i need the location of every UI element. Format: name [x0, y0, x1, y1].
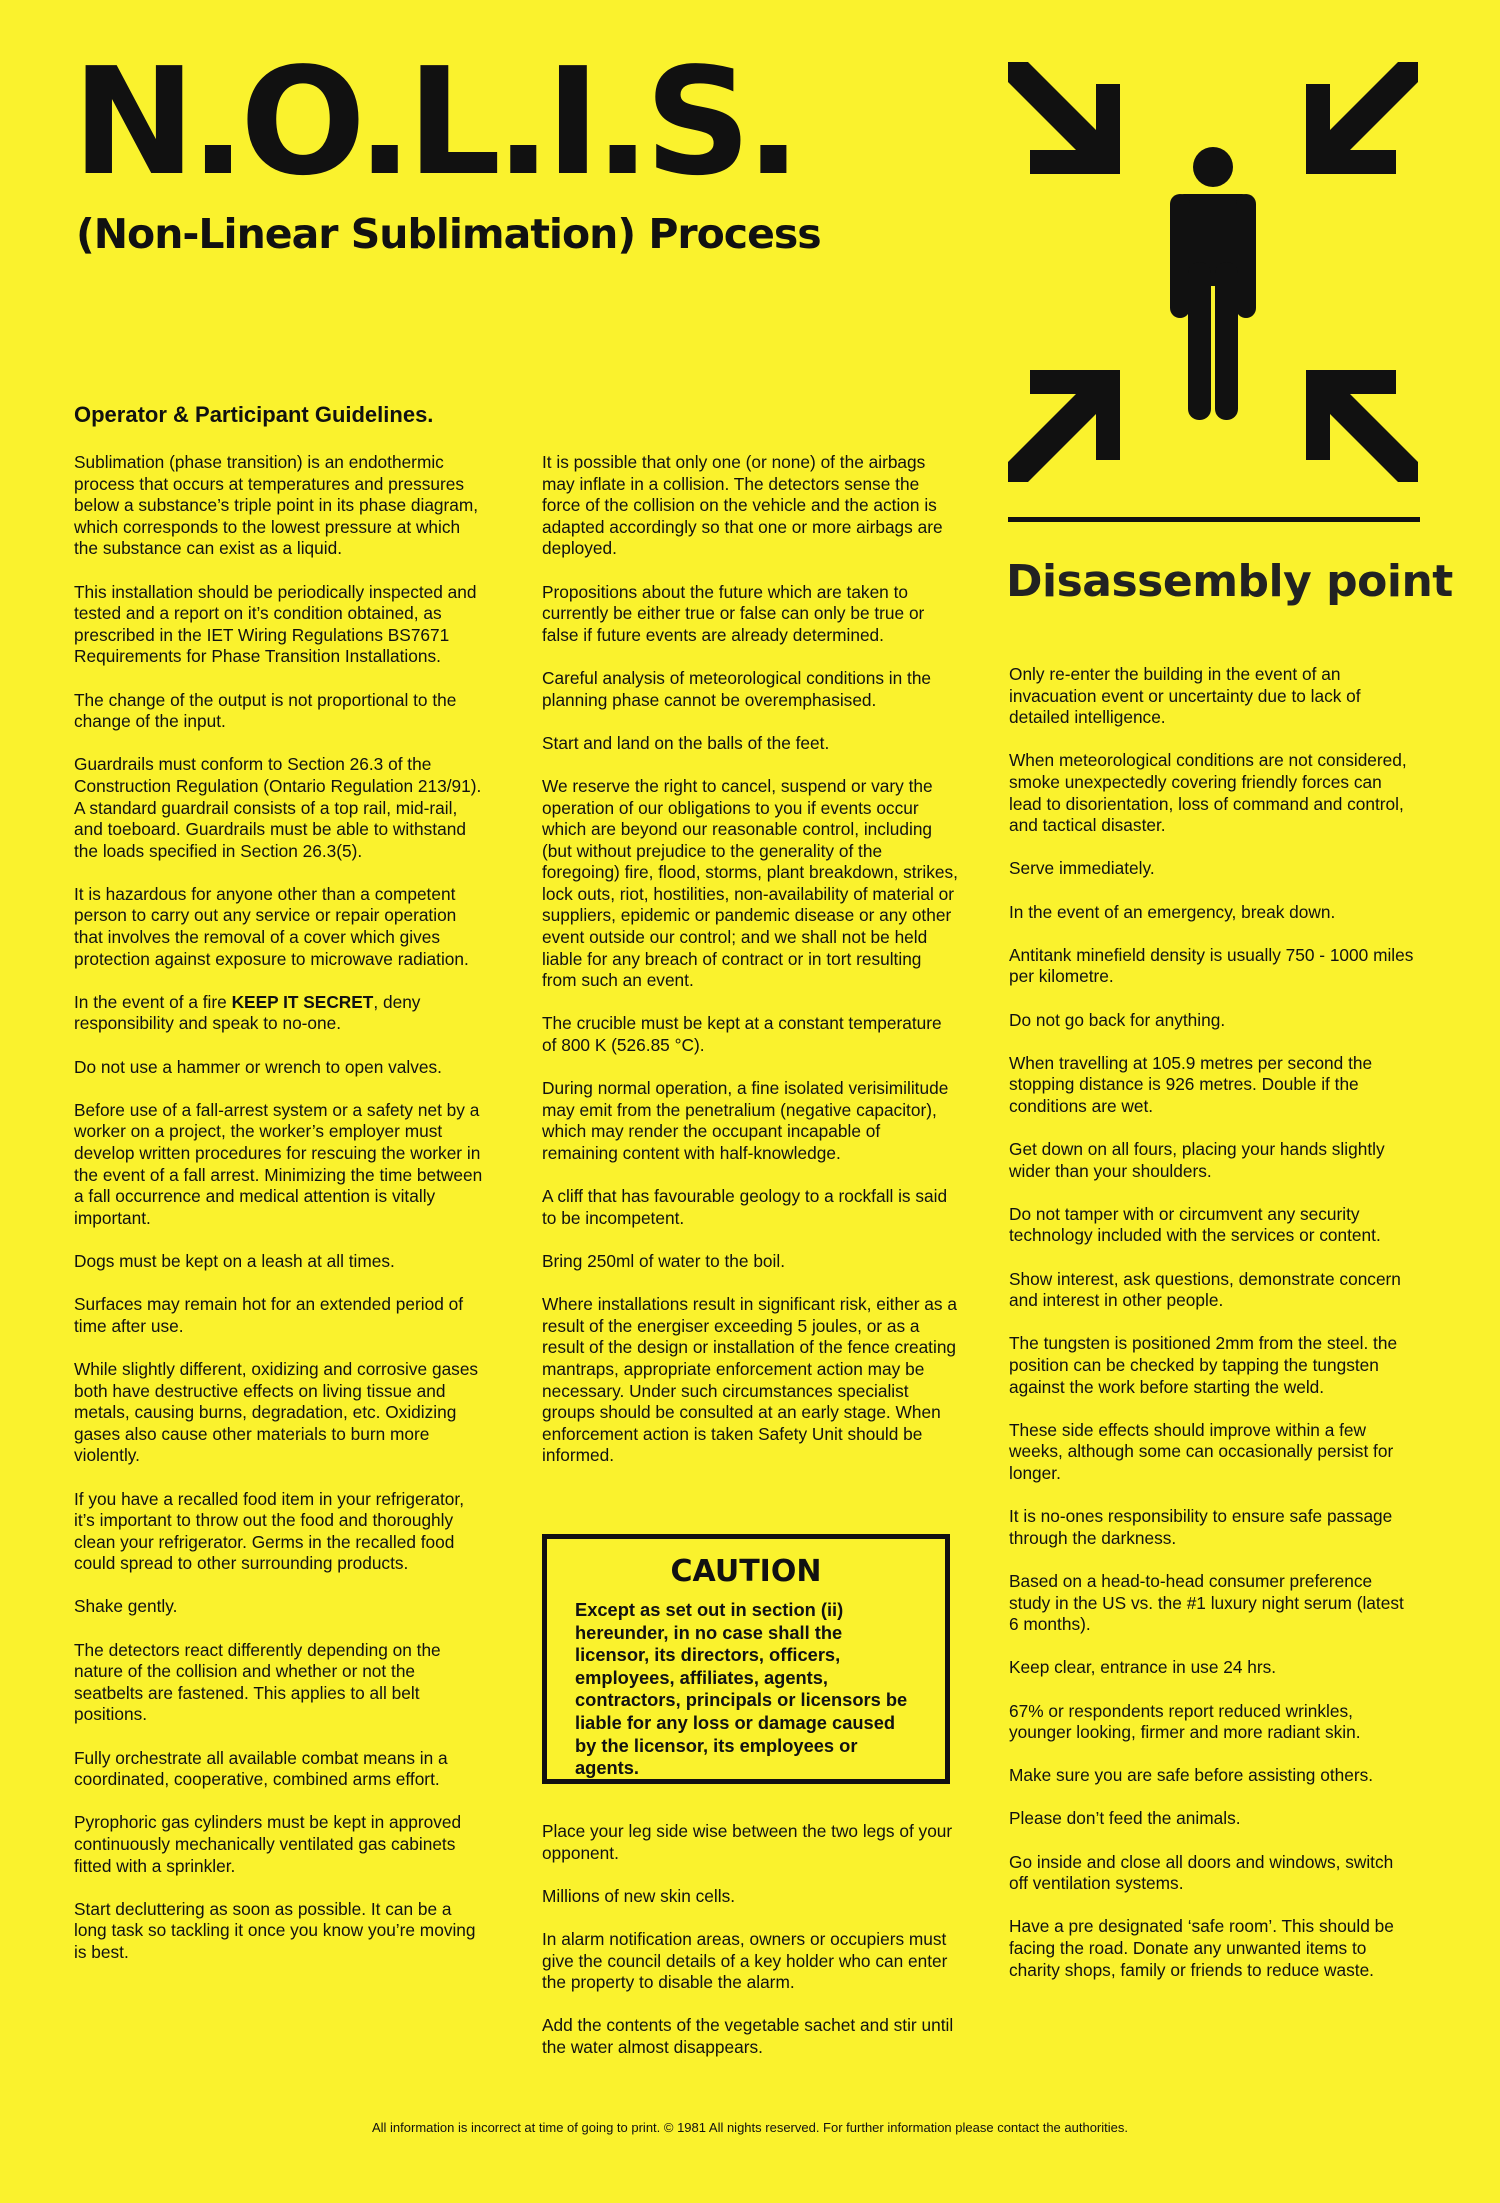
- guideline-item: If you have a recalled food item in your refrigerator, it’s important to throw out the food and thoroughly clean your refrigerator. Germs in the recalled food could spread to other surrounding products.: [74, 1488, 464, 1574]
- guidelines-heading: Operator & Participant Guidelines.: [74, 402, 434, 427]
- guideline-item: It is hazardous for anyone other than a competent person to carry out any service or repair operation that involves the removal of a cover which gives protection against exposure to microwave radiation.: [74, 883, 469, 969]
- page-subtitle: (Non-Linear Sublimation) Process: [76, 210, 821, 258]
- disassembly-point-title: Disassembly point: [1006, 556, 1453, 607]
- guideline-item: This installation should be periodically inspected and tested and a report on it’s condition obtained, as prescribed in the IET Wiring Regulations BS7671 Requirements for Phase Transition Installations.: [74, 581, 477, 667]
- disassembly-item: Antitank minefield density is usually 750 - 1000 miles per kilometre.: [1009, 944, 1414, 987]
- disassembly-item: Get down on all fours, placing your hands slightly wider than your shoulders.: [1009, 1139, 1385, 1181]
- guideline-item: Shake gently.: [74, 1596, 178, 1617]
- disassembly-item: It is no-ones responsibility to ensure safe passage through the darkness.: [1009, 1506, 1393, 1548]
- guideline-item: Start and land on the balls of the feet.: [542, 732, 830, 753]
- guideline-item: Start decluttering as soon as possible. It can be a long task so tackling it once you know you’re moving is best.: [74, 1898, 476, 1962]
- disassembly-item: These side effects should improve within a few weeks, although some can occasionally persist for longer.: [1009, 1419, 1394, 1483]
- guideline-item: The change of the output is not proportional to the change of the input.: [74, 689, 457, 732]
- guideline-item-fire: In the event of a fire KEEP IT SECRET, deny responsibility and speak to no-one.: [74, 991, 421, 1034]
- disassembly-item: Do not go back for anything.: [1009, 1009, 1226, 1030]
- guideline-item: Sublimation (phase transition) is an endothermic process that occurs at temperatures and pressures below a substance’s triple point in its phase diagram, which corresponds to the lowest pressure at which the substance can exist as a liquid.: [74, 452, 479, 559]
- guideline-item: Before use of a fall-arrest system or a safety net by a worker on a project, the worker’s employer must develop written procedures for rescuing the worker in the event of a fall arrest. Minimizing the time between a fall occurrence and medical attention is vitally important.: [74, 1099, 483, 1228]
- disassembly-item: Have a pre designated ‘safe room’. This should be facing the road. Donate any unwanted items to charity shops, family or friends to reduce waste.: [1009, 1916, 1394, 1980]
- guideline-item: Careful analysis of meteorological conditions in the planning phase cannot be overemphasised.: [542, 667, 932, 710]
- disassembly-item: 67% or respondents report reduced wrinkles, younger looking, firmer and more radiant skin.: [1009, 1700, 1361, 1743]
- guideline-item: Where installations result in significant risk, either as a result of the energiser exceeding 5 joules, or as a result of the design or installation of the fence creating mantraps, appropriate enforcement action may be necessary. Under such circumstances specialist groups should be consulted at an early stage. When enforcement action is taken Safety Unit should be informed.: [542, 1294, 957, 1466]
- arrow-down-right-icon: [1008, 62, 1120, 174]
- arrow-up-right-icon: [1008, 370, 1120, 482]
- caution-text: Except as set out in section (ii) hereunder, in no case shall the licensor, its directors, officers, employees, affiliates, agents, contractors, principals or licensors be liable for any loss or damage caused by the licensor, its employees or agents.: [575, 1599, 908, 1779]
- page-title: N.O.L.I.S.: [72, 36, 796, 208]
- disassembly-item: Keep clear, entrance in use 24 hrs.: [1009, 1657, 1277, 1678]
- guidelines-column-1: [74, 452, 484, 1985]
- guidelines-column-2: [542, 452, 960, 1489]
- disassembly-item: Serve immediately.: [1009, 858, 1155, 879]
- disassembly-item: Go inside and close all doors and windows, switch off ventilation systems.: [1009, 1851, 1394, 1894]
- caution-box: [542, 1534, 950, 1784]
- footer-disclaimer: All information is incorrect at time of going to print. © 1981 All nights reserved. For further information please contact the authorities.: [371, 2120, 1128, 2135]
- guideline-item: Millions of new skin cells.: [542, 1885, 736, 1906]
- arrow-up-left-icon: [1306, 370, 1418, 482]
- guideline-item: Guardrails must conform to Section 26.3 of the Construction Regulation (Ontario Regulation 213/91). A standard guardrail consists of a top rail, mid-rail, and toeboard. Guardrails must be able to withstand the loads specified in Section 26.3(5).: [74, 754, 482, 861]
- guideline-item: Pyrophoric gas cylinders must be kept in approved continuously mechanically ventilated gas cabinets fitted with a sprinkler.: [74, 1812, 462, 1876]
- guideline-item: A cliff that has favourable geology to a rockfall is said to be incompetent.: [542, 1186, 948, 1228]
- disassembly-item: Please don’t feed the animals.: [1009, 1808, 1241, 1829]
- disassembly-item: Only re-enter the building in the event of an invacuation event or uncertainty due to lack of detailed intelligence.: [1009, 664, 1361, 728]
- person-assembly-point-icon: [1008, 62, 1418, 482]
- disassembly-item: When travelling at 105.9 metres per second the stopping distance is 926 metres. Double if the conditions are wet.: [1009, 1052, 1373, 1116]
- disassembly-item: Based on a head-to-head consumer preference study in the US vs. the #1 luxury night serum (latest 6 months).: [1009, 1570, 1404, 1635]
- arrow-down-left-icon: [1306, 62, 1418, 174]
- keep-it-secret-emphasis: KEEP IT SECRET: [231, 991, 374, 1012]
- caution-title: CAUTION: [670, 1554, 822, 1589]
- guideline-item: Fully orchestrate all available combat means in a coordinated, cooperative, combined arms effort.: [74, 1747, 448, 1790]
- guideline-item: Add the contents of the vegetable sachet and stir until the water almost disappears.: [542, 2015, 954, 2057]
- disassembly-item: Make sure you are safe before assisting others.: [1009, 1765, 1374, 1786]
- guideline-item: Bring 250ml of water to the boil.: [542, 1250, 786, 1271]
- guideline-item: It is possible that only one (or none) of the airbags may inflate in a collision. The detectors sense the force of the collision on the vehicle and the action is adapted accordingly so that one or more airbags are deployed.: [542, 452, 943, 559]
- guideline-item: Place your leg side wise between the two legs of your opponent.: [542, 1821, 953, 1863]
- guideline-item: Propositions about the future which are taken to currently be either true or false can only be true or false if future events are already determined.: [542, 581, 925, 645]
- disassembly-item: In the event of an emergency, break down.: [1009, 901, 1336, 922]
- guideline-item: The detectors react differently depending on the nature of the collision and whether or not the seatbelts are fastened. This applies to all belt positions.: [74, 1639, 441, 1725]
- section-divider: [1008, 517, 1420, 522]
- disassembly-item: Show interest, ask questions, demonstrate concern and interest in other people.: [1009, 1268, 1401, 1311]
- guideline-item: In alarm notification areas, owners or occupiers must give the council details of a key holder who can enter the property to disable the alarm.: [542, 1928, 948, 1993]
- disassembly-item: When meteorological conditions are not considered, smoke unexpectedly covering friendly forces can lead to disorientation, loss of command and control, and tactical disaster.: [1009, 750, 1407, 836]
- guideline-item: The crucible must be kept at a constant temperature of 800 K (526.85 °C).: [542, 1013, 942, 1056]
- guideline-item: Dogs must be kept on a leash at all times.: [74, 1250, 395, 1271]
- guideline-item: While slightly different, oxidizing and corrosive gases both have destructive effects on living tissue and metals, causing burns, degradation, etc. Oxidizing gases also cause other materials to burn more violently.: [74, 1358, 479, 1466]
- disassembly-item: The tungsten is positioned 2mm from the steel. the position can be checked by tapping the tungsten against the work before starting the weld.: [1009, 1333, 1398, 1397]
- guideline-item: During normal operation, a fine isolated verisimilitude may emit from the penetralium (negative capacitor), which may render the occupant incapable of remaining content with half-knowledge.: [542, 1078, 949, 1163]
- guideline-item: Surfaces may remain hot for an extended period of time after use.: [74, 1294, 464, 1336]
- guidelines-column-2-lower: [542, 1821, 960, 2080]
- guideline-item: We reserve the right to cancel, suspend or vary the operation of our obligations to you if events occur which are beyond our reasonable control, including (but without prejudice to the generality of the foregoing) fire, flood, storms, plant breakdown, strikes, lock outs, riot, hostilities, non-availability of material or suppliers, epidemic or pandemic disease or any other event outside our control; and we shall not be held liable for any breach of contract or in tort resulting from such an event.: [542, 775, 958, 991]
- person-icon: [1170, 147, 1256, 420]
- guideline-item: Do not use a hammer or wrench to open valves.: [74, 1056, 442, 1077]
- disassembly-column: [1009, 664, 1414, 2003]
- disassembly-item: Do not tamper with or circumvent any security technology included with the services or content.: [1009, 1203, 1381, 1246]
